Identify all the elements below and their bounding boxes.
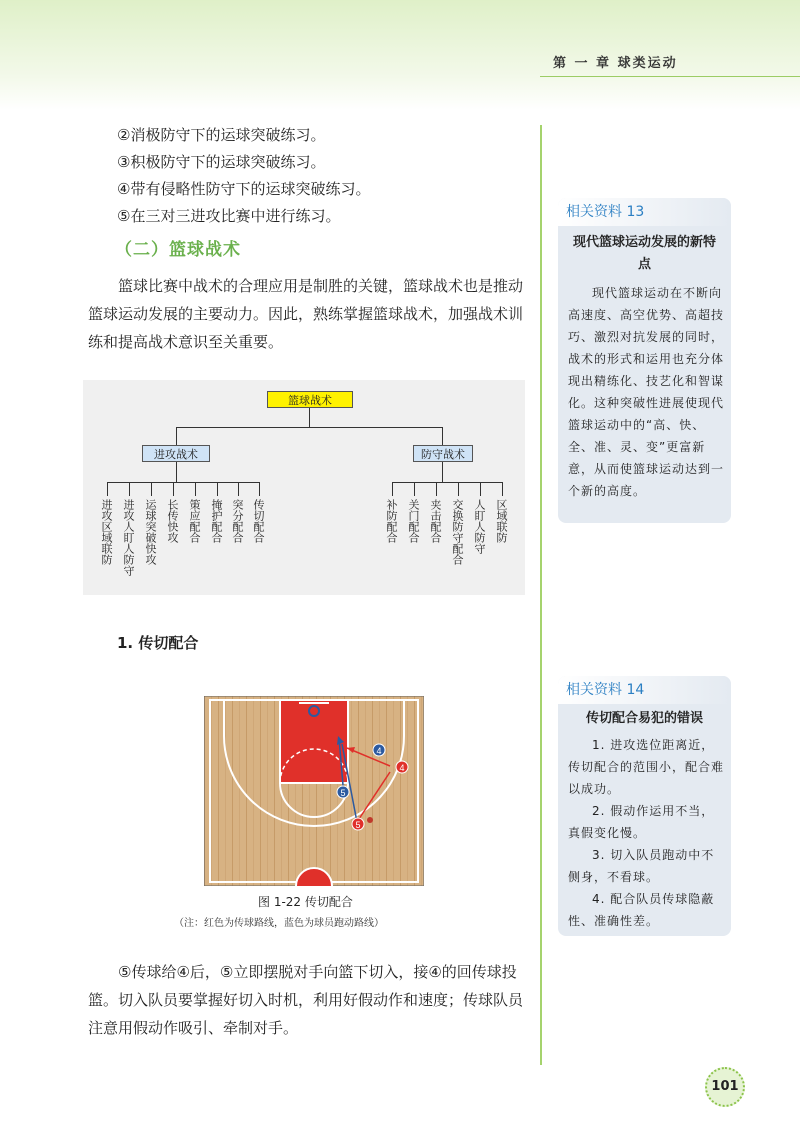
- defender-4-label: 4: [376, 746, 382, 756]
- sidebar-list-item: 3. 切入队员跑动中不侧身，不看球。: [568, 848, 715, 884]
- connector-line: [458, 482, 459, 496]
- header-band: [0, 0, 800, 110]
- ball: [367, 817, 373, 823]
- sidebar-paragraph: 现代篮球运动在不断向高速度、高空优势、高超技巧、激烈对抗发展的同时，战术的形式和运用也充分体现出精练化、技艺化和智谋化。这种突破性进展使现代篮球运动中的“高、快、全、准、灵、变”更富新意，从而使篮球运动达到一个新的高度。: [568, 286, 725, 498]
- connector-line: [217, 482, 218, 496]
- figure-caption: 图 1-22 传切配合: [258, 895, 353, 909]
- sidebar-body: [568, 282, 724, 502]
- sidebar-note-14: [558, 676, 731, 936]
- offense-item: 传切配合: [252, 499, 265, 543]
- list-item: ⑤在三对三进攻比赛中进行练习。: [117, 207, 341, 225]
- backboard: [299, 702, 329, 704]
- connector-line: [392, 482, 393, 496]
- defense-item: 区域联防: [495, 499, 508, 543]
- list-item: ④带有侵略性防守下的运球突破练习。: [117, 180, 371, 198]
- offense-item: 进攻人盯人防守: [122, 499, 135, 576]
- header-divider: [540, 76, 800, 77]
- sidebar-title: 现代篮球运动发展的新特点: [572, 235, 716, 272]
- connector-line: [414, 482, 415, 496]
- connector-line: [480, 482, 481, 496]
- connector-line: [151, 482, 152, 496]
- defender-5-label: 5: [340, 788, 346, 798]
- attacker-4-label: 4: [399, 763, 405, 773]
- offense-box: 进攻战术: [142, 445, 210, 462]
- section-heading: （二）篮球战术: [115, 240, 241, 260]
- sidebar-note-13: [558, 198, 731, 523]
- sidebar-tag: 相关资料 13: [558, 198, 731, 226]
- offense-item: 运球突破快攻: [144, 499, 157, 565]
- connector-line: [442, 427, 443, 445]
- body-paragraph: ⑤传球给④后，⑤立即摆脱对手向篮下切入，接④的回传球投篮。切入队员要掌握好切入时机，利用好假动作和速度；传球队员注意用假动作吸引、牵制对手。: [88, 963, 524, 1037]
- diagram-root-box: 篮球战术: [267, 391, 353, 408]
- chapter-title: 第 一 章 球类运动: [553, 56, 678, 71]
- offense-item: 掩护配合: [210, 499, 223, 543]
- defense-item: 夹击配合: [429, 499, 442, 543]
- offense-item: 策应配合: [188, 499, 201, 543]
- connector-line: [176, 427, 442, 428]
- connector-line: [309, 408, 310, 427]
- page-number: 101: [705, 1067, 745, 1107]
- connector-line: [173, 482, 174, 496]
- attacker-5-label: 5: [355, 820, 361, 830]
- connector-line: [176, 427, 177, 445]
- sidebar-list-item: 4. 配合队员传球隐蔽性、准确性差。: [568, 892, 715, 928]
- list-item: ③积极防守下的运球突破练习。: [117, 153, 326, 171]
- sidebar-list-item: 2. 假动作运用不当，真假变化慢。: [568, 804, 715, 840]
- figure-note: （注：红色为传球路线，蓝色为球员跑动路线）: [174, 918, 384, 929]
- defense-item: 人盯人防守: [473, 499, 486, 554]
- offense-item: 长传快攻: [166, 499, 179, 543]
- margin-rule: [540, 125, 542, 1065]
- defense-item: 补防配合: [385, 499, 398, 543]
- connector-line: [107, 482, 108, 496]
- offense-item: 突分配合: [231, 499, 244, 543]
- section-paragraph: 篮球比赛中战术的合理应用是制胜的关键，篮球战术也是推动篮球运动发展的主要动力。因此，熟练掌握篮球战术，加强战术训练和提高战术意识至关重要。: [88, 277, 524, 351]
- connector-line: [259, 482, 260, 496]
- connector-line: [436, 482, 437, 496]
- connector-line: [176, 462, 177, 482]
- court-figure: [204, 696, 424, 886]
- sidebar-list-item: 1. 进攻选位距离近，传切配合的范围小，配合难以成功。: [568, 738, 725, 796]
- sidebar-body: [568, 734, 724, 932]
- connector-line: [392, 482, 502, 483]
- connector-line: [442, 462, 443, 482]
- defense-item: 交换防守配合: [451, 499, 464, 565]
- list-item: ②消极防守下的运球突破练习。: [117, 126, 326, 144]
- connector-line: [129, 482, 130, 496]
- defense-item: 关门配合: [407, 499, 420, 543]
- sidebar-title: 传切配合易犯的错误: [585, 711, 703, 726]
- offense-item: 进攻区域联防: [100, 499, 113, 565]
- defense-box: 防守战术: [413, 445, 473, 462]
- connector-line: [195, 482, 196, 496]
- sidebar-tag: 相关资料 14: [558, 676, 731, 704]
- subsection-heading: 1. 传切配合: [117, 634, 199, 652]
- connector-line: [238, 482, 239, 496]
- connector-line: [502, 482, 503, 496]
